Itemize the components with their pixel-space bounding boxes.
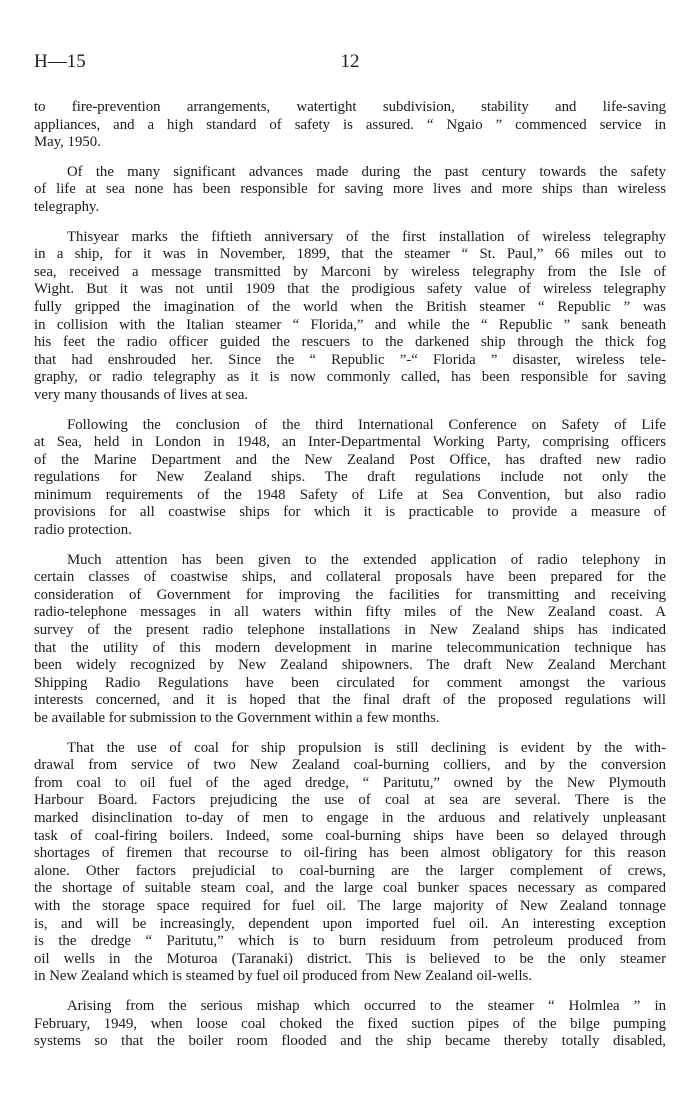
text-line: telegraphy.	[34, 198, 100, 215]
text-line: survey of the present radio telephone installations in New Zealand ships has indicated	[34, 622, 666, 639]
text-line: of life at sea none has been responsible for saving more lives and more ships than wireless	[34, 181, 666, 198]
text-line: oil wells in the Moturoa (Taranaki) district. This is believed to be the only steamer	[34, 950, 666, 967]
text-line: fully gripped the imagination of the world when the British steamer “ Republic ” was	[34, 298, 666, 315]
body-text	[34, 99, 666, 1063]
text-line: is, and will be increasingly, dependent upon imported fuel oil. An interesting exception	[34, 915, 666, 932]
paragraph	[34, 740, 666, 986]
text-line: minimum requirements of the 1948 Safety of Life at Sea Convention, but also radio	[34, 486, 666, 503]
text-line: That the use of coal for ship propulsion is still declining is evident by the with-	[67, 739, 666, 756]
paragraph	[34, 99, 666, 152]
text-line: marked disinclination to-day of men to engage in the arduous and relatively unpleasant	[34, 809, 666, 826]
text-line: Following the conclusion of the third International Conference on Safety of Life	[67, 416, 666, 433]
text-line: Wight. But it was not until 1909 that the prodigious safety value of wireless telegraphy	[34, 281, 666, 298]
text-line: Shipping Radio Regulations have been circulated for comment amongst the various	[34, 674, 666, 691]
text-line: in a ship, for it was in November, 1899, that the steamer “ St. Paul,” 66 miles out to	[34, 246, 666, 263]
text-line: sea, received a message transmitted by Marconi by wireless telegraphy from the Isle of	[34, 263, 666, 280]
text-line: Arising from the serious mishap which occurred to the steamer “ Holmlea ” in	[67, 997, 666, 1014]
text-line: Much attention has been given to the extended application of radio telephony in	[67, 551, 666, 568]
text-line: appliances, and a high standard of safety is assured. “ Ngaio ” commenced service in	[34, 116, 666, 133]
page-header	[34, 50, 666, 74]
text-line: radio protection.	[34, 522, 132, 539]
page-number: 12	[340, 51, 360, 72]
text-line: interests concerned, and it is hoped that the final draft of the proposed regulations will	[34, 692, 666, 709]
text-line: from coal to oil fuel of the aged dredge, “ Paritutu,” owned by the New Plymouth	[34, 774, 666, 791]
text-line: systems so that the boiler room flooded and the ship became thereby totally disabled,	[34, 1033, 666, 1050]
text-line: alone. Other factors prejudicial to coal-burning are the larger complement of crews,	[34, 862, 666, 879]
text-line: Of the many significant advances made during the past century towards the safety	[67, 163, 666, 180]
text-line: be available for submission to the Government within a few months.	[34, 710, 440, 726]
text-line: the shortage of suitable steam coal, and the large coal bunker spaces necessary as compared	[34, 880, 666, 897]
paragraph	[34, 998, 666, 1051]
text-line: radio-telephone messages in all waters within fifty miles of the New Zealand coast. A	[34, 604, 666, 621]
text-line: in New Zealand which is steamed by fuel oil produced from New Zealand oil-wells.	[34, 968, 533, 985]
text-line: very many thousands of lives at sea.	[34, 386, 249, 403]
text-line: provisions for all coastwise ships for which it is practicable to provide a measure of	[34, 504, 666, 521]
text-line: February, 1949, when loose coal choked the fixed suction pipes of the bilge pumping	[34, 1015, 666, 1032]
text-line: drawal from service of two New Zealand coal-burning colliers, and by the conversion	[34, 757, 666, 774]
paragraph	[34, 552, 666, 728]
text-line: regulations for New Zealand ships. The draft regulations include not only the	[34, 469, 666, 486]
paragraph	[34, 164, 666, 217]
text-line: in collision with the Italian steamer “ Florida,” and while the “ Republic ” sank beneath	[34, 316, 666, 333]
text-line: Harbour Board. Factors prejudicing the use of coal at sea are several. There is the	[34, 792, 666, 809]
text-line: been widely recognized by New Zealand shipowners. The draft New Zealand Merchant	[34, 657, 666, 674]
paragraph	[34, 229, 666, 405]
text-line: is the dredge “ Paritutu,” which is to burn residuum from petroleum produced from	[34, 933, 666, 950]
text-line: task of coal-firing boilers. Indeed, some coal-burning ships have been so delayed through	[34, 827, 666, 844]
paragraph	[34, 417, 666, 540]
text-line: with the storage space required for fuel oil. The large majority of New Zealand tonnage	[34, 897, 666, 914]
text-line: May, 1950.	[34, 134, 101, 151]
text-line: certain classes of coastwise ships, and collateral proposals have been prepared for the	[34, 569, 666, 586]
text-line: consideration of Government for improving the facilities for transmitting and receiving	[34, 586, 666, 603]
text-line: at Sea, held in London in 1948, an Inter-Departmental Working Party, comprising officers	[34, 434, 666, 451]
text-line: of the Marine Department and the New Zealand Post Office, has drafted new radio	[34, 451, 666, 468]
text-line: that the utility of this modern development in marine telecommunication technique has	[34, 639, 666, 656]
text-line: his feet the radio officer guided the rescuers to the darkened ship through the thick fog	[34, 334, 666, 351]
text-line: that had enshrouded her. Since the “ Republic ”-“ Florida ” disaster, wireless tele-	[34, 351, 666, 368]
text-line: Thisyear marks the fiftieth anniversary of the first installation of wireless telegraphy	[67, 228, 666, 245]
document-code: H—15	[34, 51, 86, 72]
text-line: shortages of firemen that recourse to oil-firing has been almost obligatory for this reason	[34, 845, 666, 862]
text-line: graphy, or radio telegraphy as it is now commonly called, has been responsible for saving	[34, 369, 666, 386]
text-line: to fire-prevention arrangements, watertight subdivision, stability and life-saving	[34, 99, 666, 115]
